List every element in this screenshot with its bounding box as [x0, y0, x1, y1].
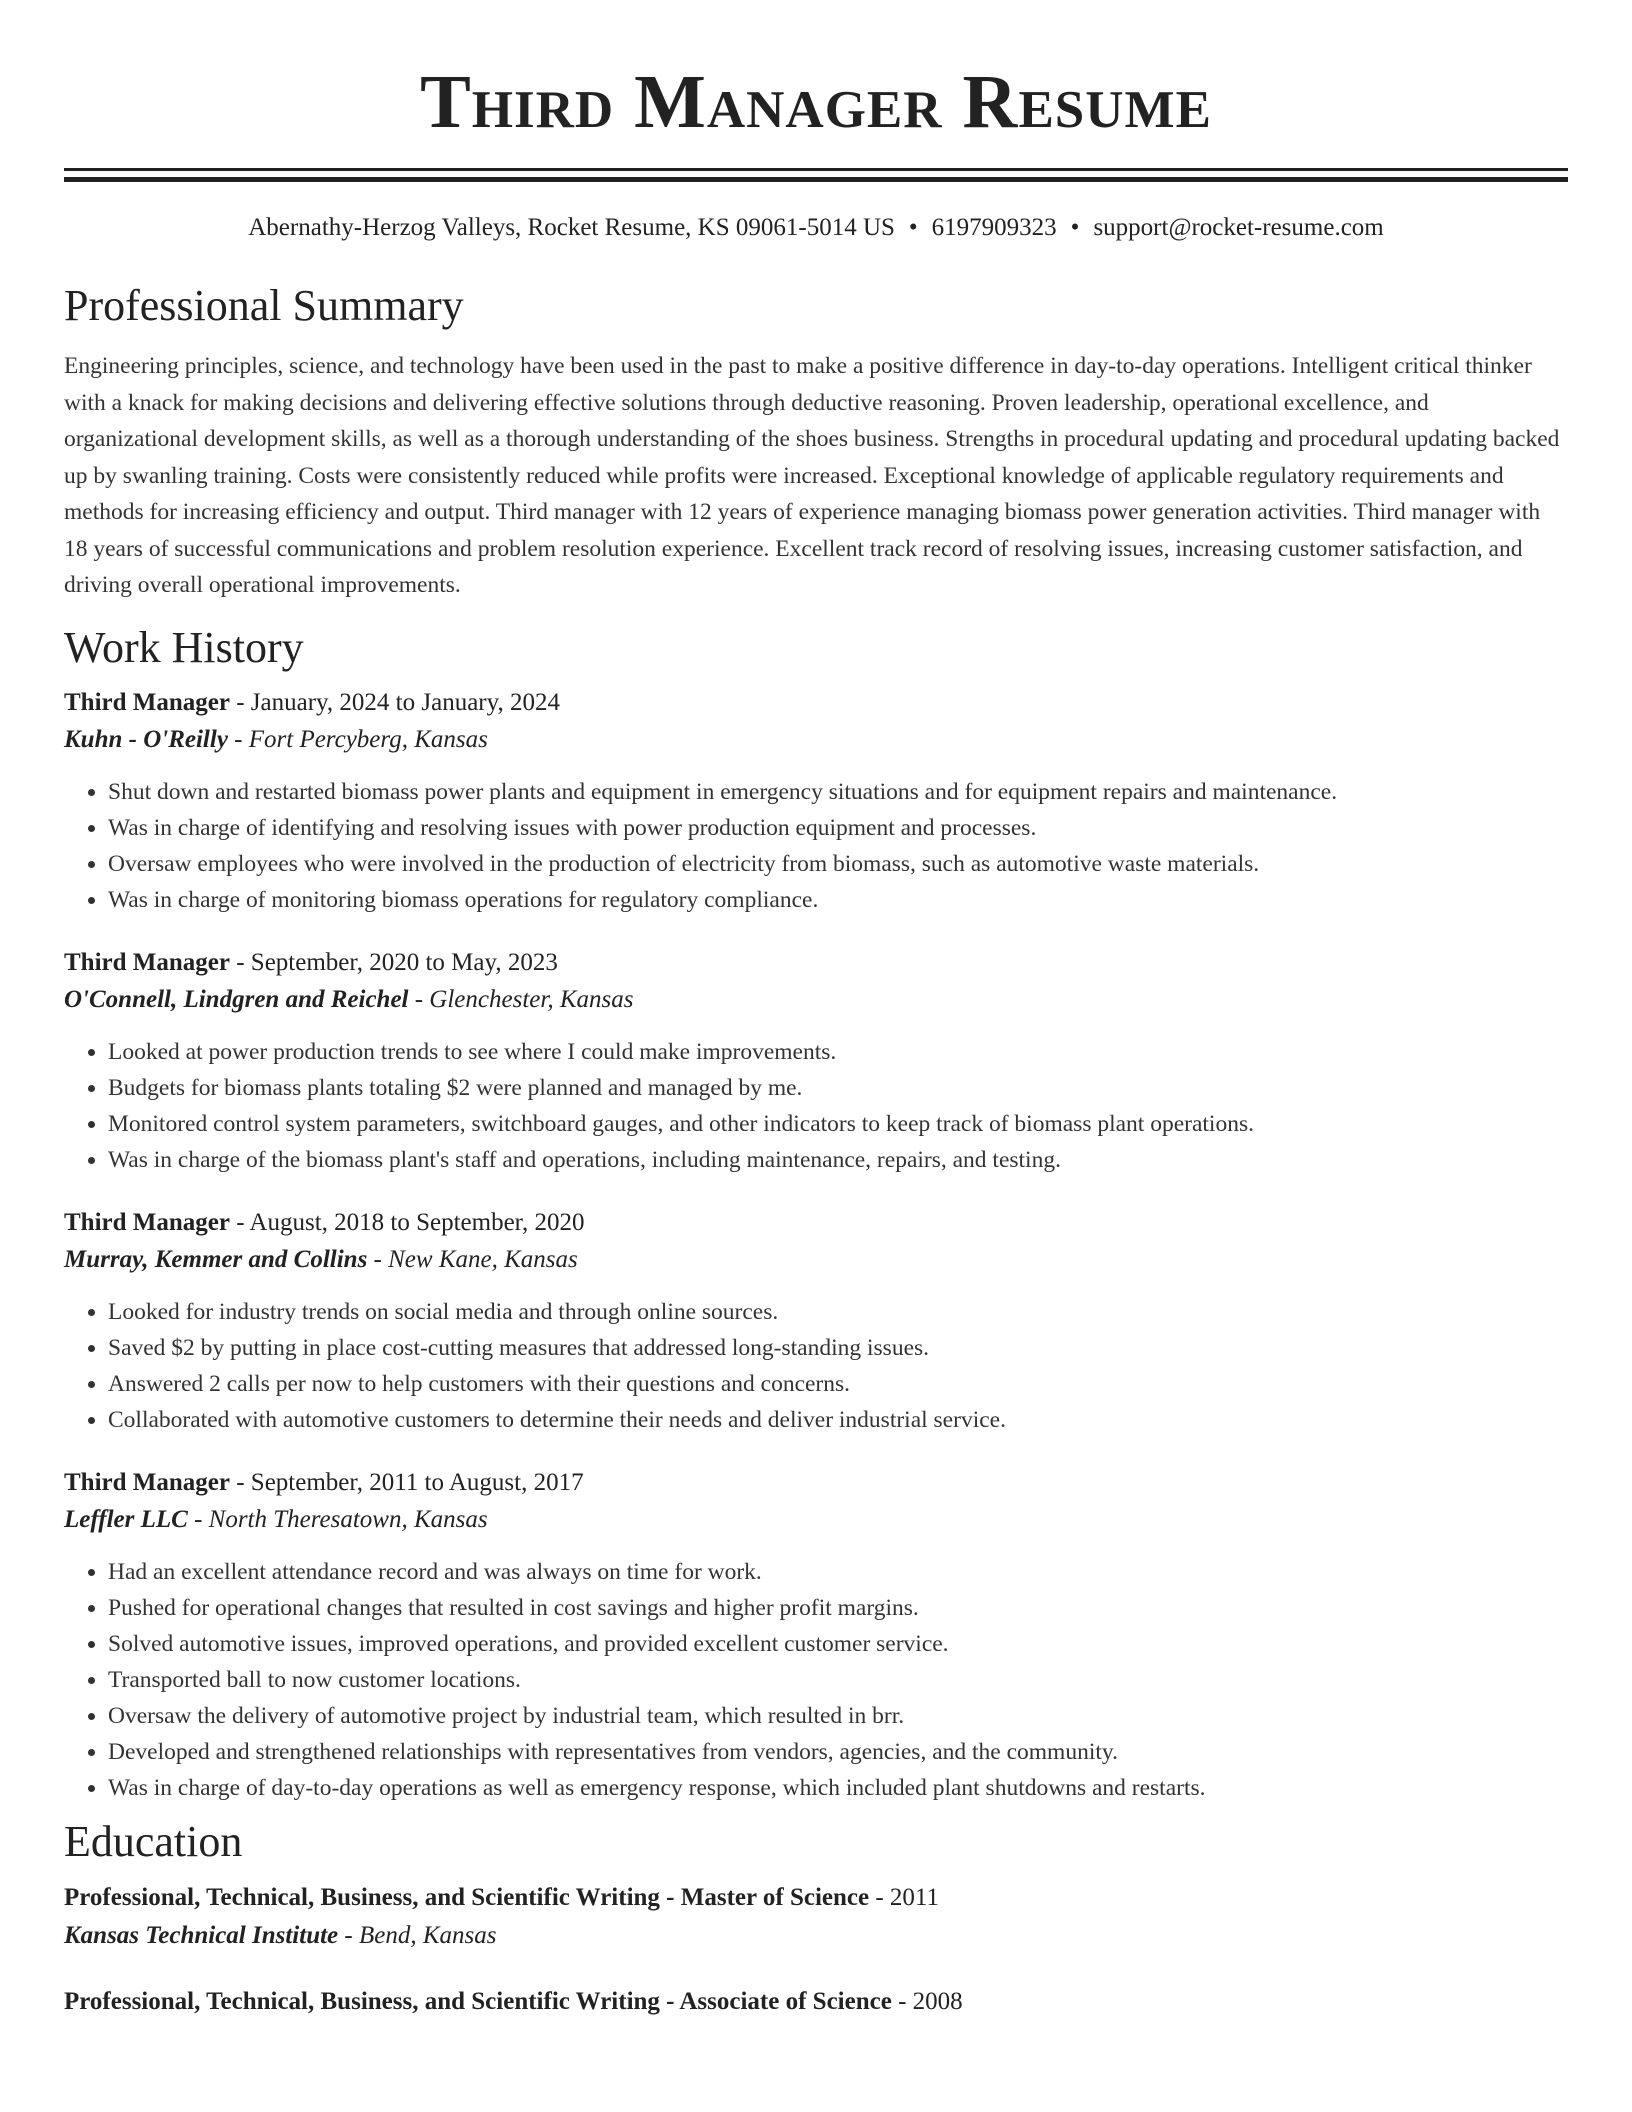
list-item: • Answered 2 calls per now to help customers with their questions and concerns. [108, 1366, 1568, 1402]
job-bullets [64, 1034, 1568, 1178]
education-section [64, 1816, 1568, 2020]
contact-address: Abernathy-Herzog Valleys, Rocket Resume, KS 09061-5014 US [248, 214, 895, 241]
job-title: Third Manager [64, 688, 230, 716]
title-rule-bottom [64, 177, 1568, 182]
list-item: • Looked for industry trends on social media and through online sources. [108, 1294, 1568, 1330]
education-degree-line [64, 1880, 1568, 1916]
job-company: O'Connell, Lindgren and Reichel [64, 985, 409, 1013]
contact-email[interactable]: support@rocket-resume.com [1093, 214, 1384, 241]
job-dates: - January, 2024 to January, 2024 [229, 688, 560, 716]
job-location: - Fort Percyberg, Kansas [227, 725, 488, 753]
job-company-line [64, 1240, 1568, 1280]
job-entry [64, 686, 1568, 918]
work-history-heading: Work History [64, 622, 304, 672]
contact-phone: 6197909323 [931, 214, 1057, 241]
job-title-line [64, 946, 1568, 980]
list-item: • Was in charge of day-to-day operations as well as emergency response, which included plant shutdowns and restarts. [108, 1770, 1568, 1806]
job-location: - New Kane, Kansas [367, 1245, 578, 1273]
contact-separator: • [1070, 214, 1080, 241]
page-title: Third Manager Resume [420, 60, 1212, 144]
list-item: • Oversaw employees who were involved in the production of electricity from biomass, such as automotive waste materials. [108, 846, 1568, 882]
job-title: Third Manager [64, 1208, 230, 1236]
education-heading: Education [64, 1816, 243, 1866]
list-item: • Oversaw the delivery of automotive project by industrial team, which resulted in brr. [108, 1698, 1568, 1734]
professional-summary-section [64, 280, 1568, 604]
job-company: Kuhn - O'Reilly [64, 725, 228, 753]
education-degree-line [64, 1984, 1568, 2020]
education-year: - 2008 [891, 1987, 963, 2015]
list-item: • Collaborated with automotive customers to determine their needs and deliver industrial service. [108, 1402, 1568, 1438]
job-bullets [64, 774, 1568, 918]
job-location: - North Theresatown, Kansas [187, 1505, 488, 1533]
job-title: Third Manager [64, 948, 230, 976]
job-company: Leffler LLC [64, 1505, 188, 1533]
job-title-line [64, 1466, 1568, 1500]
job-entry [64, 1466, 1568, 1806]
education-degree: Professional, Technical, Business, and Scientific Writing - Associate of Science [64, 1987, 892, 2015]
list-item: • Pushed for operational changes that resulted in cost savings and higher profit margins. [108, 1590, 1568, 1626]
list-item: • Solved automotive issues, improved operations, and provided excellent customer service. [108, 1626, 1568, 1662]
job-company-line [64, 720, 1568, 760]
list-item: • Transported ball to now customer locations. [108, 1662, 1568, 1698]
job-company: Murray, Kemmer and Collins [64, 1245, 368, 1273]
education-entry [64, 1880, 1568, 1956]
education-school: Kansas Technical Institute [64, 1921, 339, 1949]
job-company-line [64, 980, 1568, 1020]
work-history-section [64, 622, 1568, 1806]
job-bullets [64, 1294, 1568, 1438]
job-dates: - September, 2011 to August, 2017 [229, 1468, 584, 1496]
job-company-line [64, 1500, 1568, 1540]
list-item: • Was in charge of the biomass plant's staff and operations, including maintenance, repairs, and testing. [108, 1142, 1568, 1178]
summary-text: Engineering principles, science, and technology have been used in the past to make a positive difference in day-to-day operations. Intelligent critical thinker with a knack for making decisions and delivering effective solutions through deductive reasoning. Proven leadership, operational excellence, and organizational development skills, as well as a thorough understanding of the shoes business. Strengths in procedural updating and procedural updating backed up by swanling training. Costs were consistently reduced while profits were increased. Exceptional knowledge of applicable regulatory requirements and methods for increasing efficiency and output. Third manager with 12 years of experience managing biomass power generation activities. Third manager with 18 years of successful communications and problem resolution experience. Excellent track record of resolving issues, increasing customer satisfaction, and driving overall operational improvements. [64, 353, 1560, 598]
job-dates: - August, 2018 to September, 2020 [229, 1208, 585, 1236]
list-item: • Looked at power production trends to see where I could make improvements. [108, 1034, 1568, 1070]
education-year: - 2011 [869, 1883, 940, 1911]
job-title-line [64, 1206, 1568, 1240]
job-location: - Glenchester, Kansas [408, 985, 634, 1013]
job-entry [64, 946, 1568, 1178]
education-degree: Professional, Technical, Business, and Scientific Writing - Master of Science [64, 1883, 870, 1911]
job-entry [64, 1206, 1568, 1438]
summary-heading: Professional Summary [64, 281, 464, 330]
job-bullets [64, 1554, 1568, 1806]
contact-separator: • [908, 214, 918, 241]
list-item: • Monitored control system parameters, switchboard gauges, and other indicators to keep track of biomass plant operations. [108, 1106, 1568, 1142]
list-item: • Shut down and restarted biomass power plants and equipment in emergency situations and for equipment repairs and maintenance. [108, 774, 1568, 810]
contact-line [64, 212, 1568, 244]
list-item: • Was in charge of identifying and resolving issues with power production equipment and processes. [108, 810, 1568, 846]
education-school-line [64, 1916, 1568, 1956]
list-item: • Budgets for biomass plants totaling $2 were planned and managed by me. [108, 1070, 1568, 1106]
job-dates: - September, 2020 to May, 2023 [229, 948, 558, 976]
resume-content [64, 0, 1568, 2020]
title-rule-top [64, 168, 1568, 171]
job-title: Third Manager [64, 1468, 230, 1496]
list-item: • Saved $2 by putting in place cost-cutting measures that addressed long-standing issues. [108, 1330, 1568, 1366]
list-item: • Developed and strengthened relationships with representatives from vendors, agencies, and the community. [108, 1734, 1568, 1770]
list-item: • Had an excellent attendance record and was always on time for work. [108, 1554, 1568, 1590]
education-entry [64, 1984, 1568, 2020]
list-item: • Was in charge of monitoring biomass operations for regulatory compliance. [108, 882, 1568, 918]
education-location: - Bend, Kansas [338, 1921, 497, 1949]
job-title-line [64, 686, 1568, 720]
